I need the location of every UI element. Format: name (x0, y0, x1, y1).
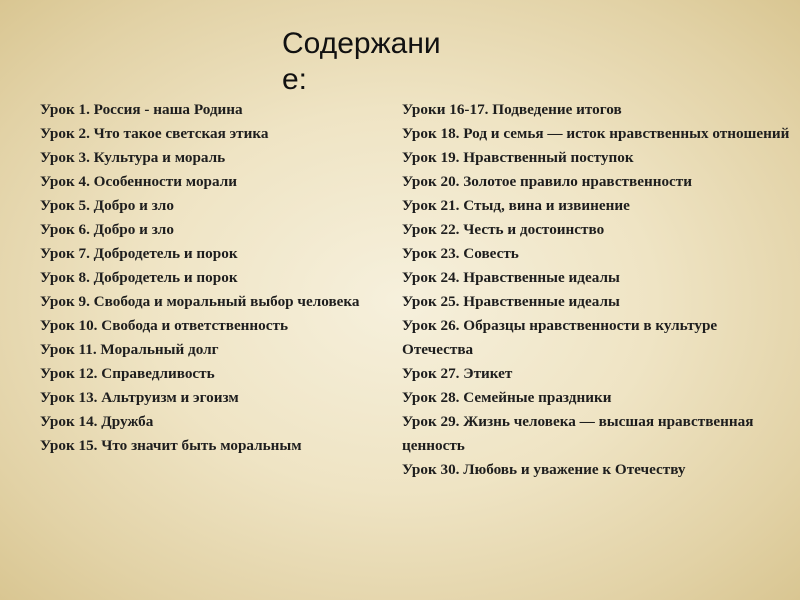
lesson-item: Урок 2. Что такое светская этика (40, 125, 269, 142)
lesson-item: Урок 9. Свобода и моральный выбор человека (40, 293, 360, 310)
lesson-item: Урок 25. Нравственные идеалы (402, 293, 620, 310)
lesson-item: Урок 26. Образцы нравственности в культуре Отечества (402, 317, 718, 358)
lesson-item: Урок 18. Род и семья — исток нравственных отношений (402, 125, 790, 142)
lesson-item: Урок 28. Семейные праздники (402, 389, 612, 406)
lesson-item: Урок 23. Совесть (402, 245, 519, 262)
lesson-item: Урок 24. Нравственные идеалы (402, 269, 620, 286)
lesson-item: Урок 7. Добродетель и порок (40, 245, 238, 262)
lesson-item: Уроки 16-17. Подведение итогов (402, 101, 622, 118)
lessons-left-column (40, 98, 400, 458)
lesson-item: Урок 3. Культура и мораль (40, 149, 226, 166)
lesson-item: Урок 14. Дружба (40, 413, 154, 430)
lesson-item: Урок 19. Нравственный поступок (402, 149, 634, 166)
lesson-item: Урок 6. Добро и зло (40, 221, 174, 238)
lessons-right-column (402, 98, 792, 482)
lesson-item: Урок 29. Жизнь человека — высшая нравственная ценность (402, 413, 754, 454)
lesson-item: Урок 22. Честь и достоинство (402, 221, 605, 238)
lesson-item: Урок 21. Стыд, вина и извинение (402, 197, 630, 214)
lesson-item: Урок 30. Любовь и уважение к Отечеству (402, 461, 686, 478)
lesson-item: Урок 8. Добродетель и порок (40, 269, 238, 286)
lesson-item: Урок 13. Альтруизм и эгоизм (40, 389, 239, 406)
lesson-item: Урок 12. Справедливость (40, 365, 215, 382)
lesson-item: Урок 15. Что значит быть моральным (40, 437, 302, 454)
lesson-item: Урок 5. Добро и зло (40, 197, 174, 214)
lesson-item: Урок 20. Золотое правило нравственности (402, 173, 693, 190)
lesson-item: Урок 1. Россия - наша Родина (40, 101, 243, 118)
slide-title: Содержание: (282, 27, 441, 96)
lesson-item: Урок 27. Этикет (402, 365, 513, 382)
lesson-item: Урок 10. Свобода и ответственность (40, 317, 289, 334)
lesson-item: Урок 11. Моральный долг (40, 341, 219, 358)
lesson-item: Урок 4. Особенности морали (40, 173, 237, 190)
